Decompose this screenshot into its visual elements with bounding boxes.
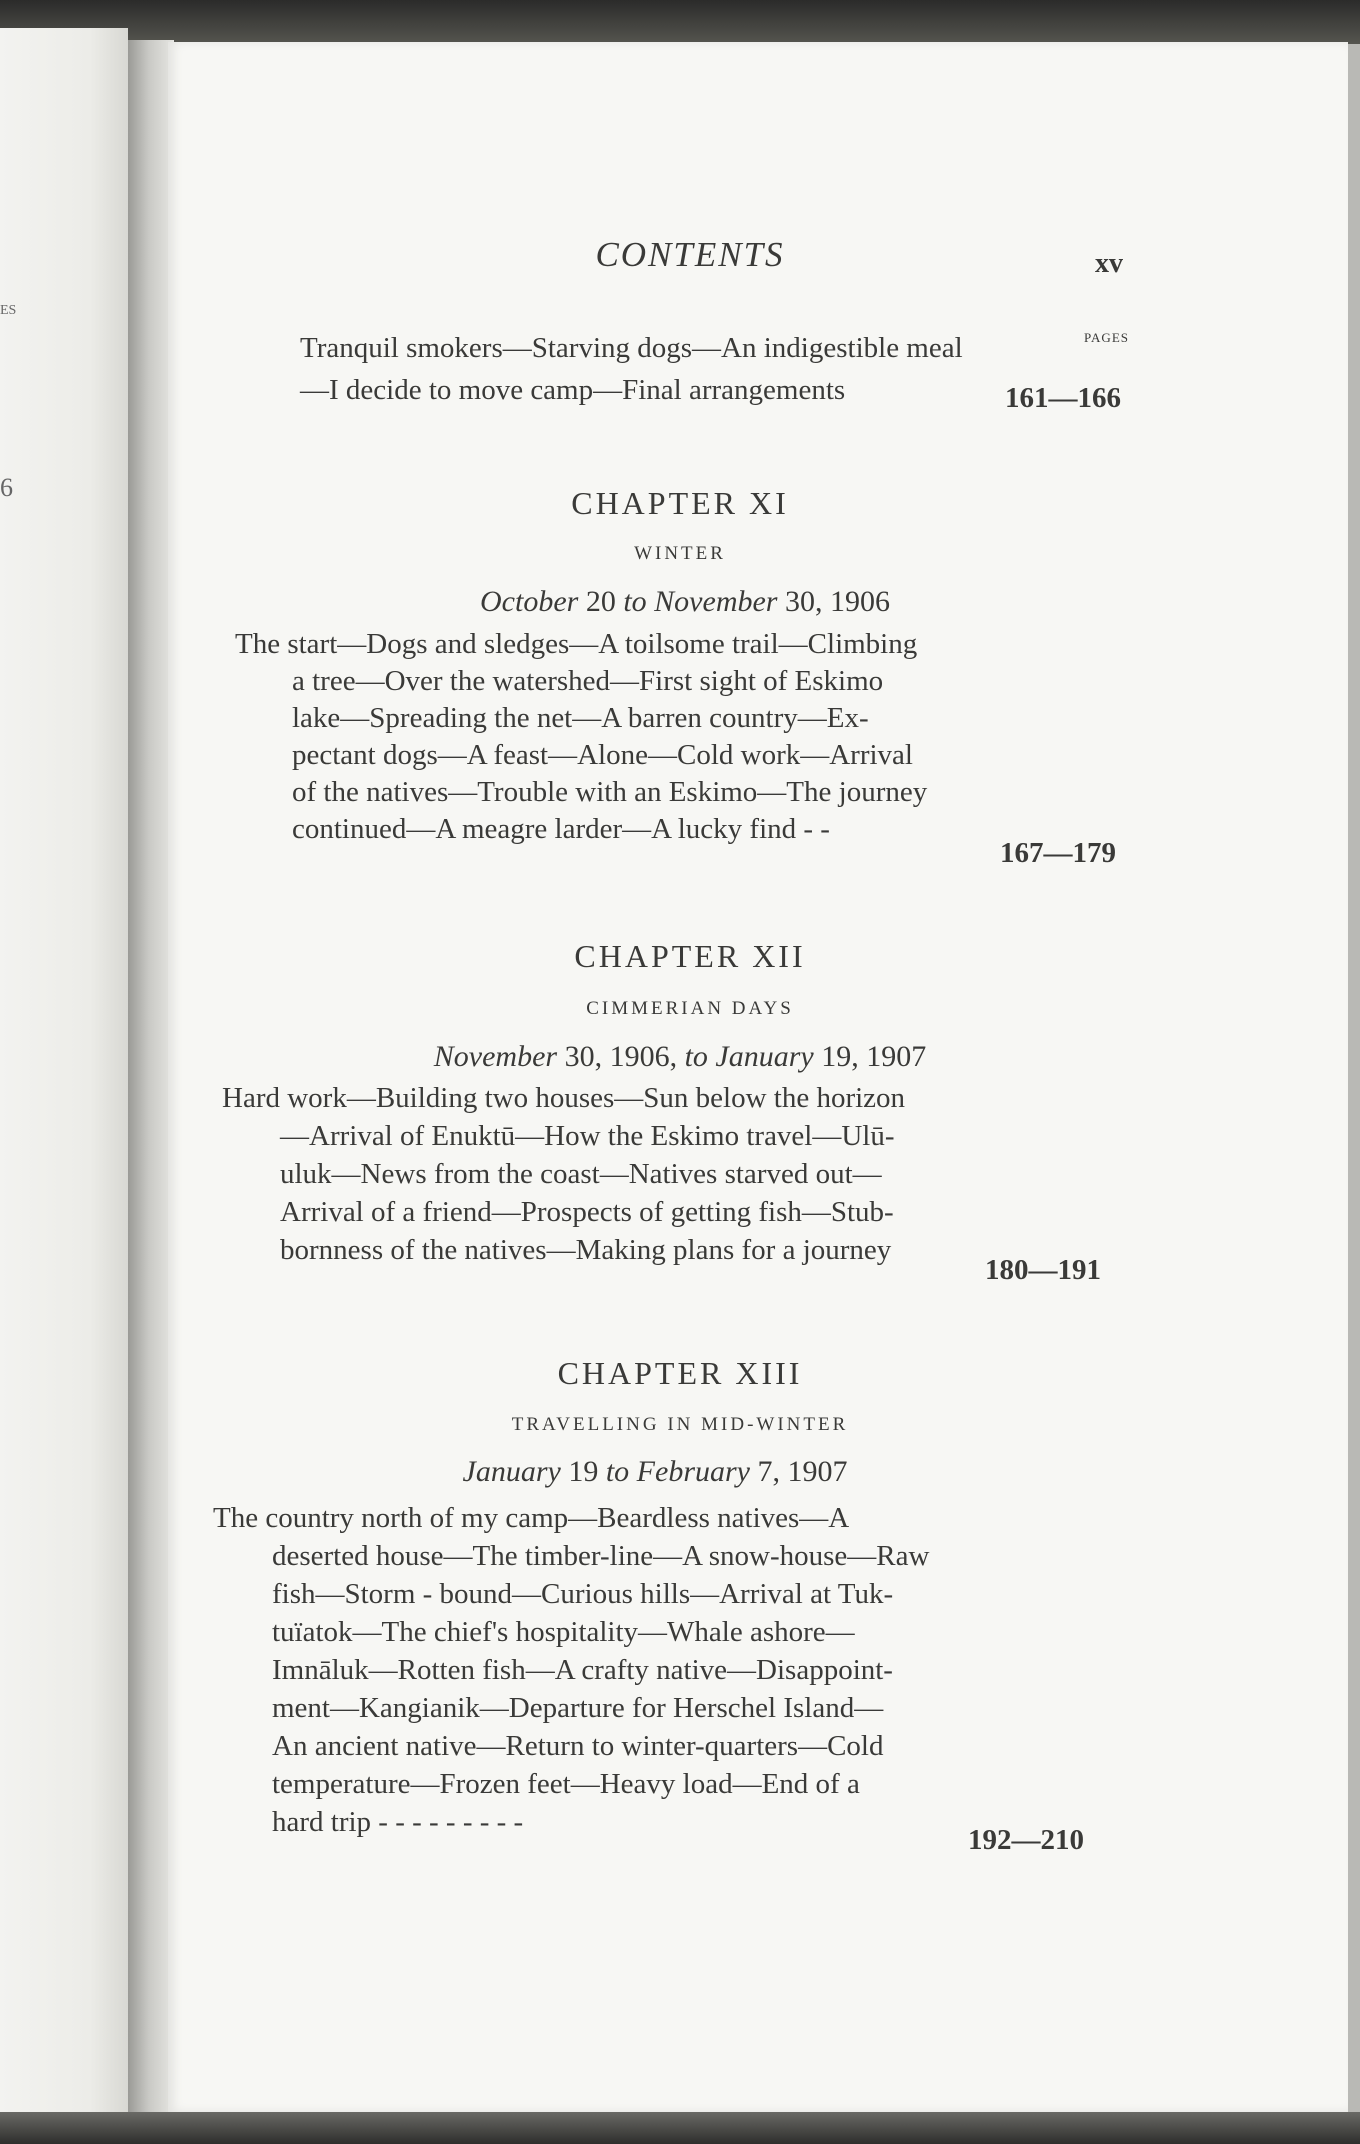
chapter-title: CHAPTER XIII (557, 1355, 803, 1391)
chapter-subtitle: CIMMERIAN DAYS (586, 998, 794, 1019)
entry-line: a tree—Over the watershed—First sight of Eskimo (292, 665, 884, 697)
entry-line: Tranquil smokers—Starving dogs—An indigestible meal (300, 332, 963, 364)
entry-line: bornness of the natives—Making plans for a journey (280, 1234, 892, 1266)
scan-top-shadow (0, 0, 1360, 44)
entry-line: hard trip - - - - - - - - - (272, 1806, 524, 1838)
entry-line: An ancient native—Return to winter-quarters—Cold (272, 1730, 884, 1762)
entry-line: fish—Storm - bound—Curious hills—Arrival at Tuk- (272, 1578, 894, 1610)
running-title: CONTENTS (595, 235, 785, 274)
entry-line: Hard work—Building two houses—Sun below the horizon (222, 1082, 906, 1114)
entry-line: —I decide to move camp—Final arrangements (300, 374, 846, 406)
entry-line: ment—Kangianik—Departure for Herschel Island— (272, 1692, 884, 1724)
chapter-date: November 30, 1906, to January 19, 1907 (433, 1040, 927, 1073)
page-range: 161—166 (1005, 382, 1121, 414)
left-page-edge (0, 28, 128, 2112)
entry-line: uluk—News from the coast—Natives starved out— (280, 1158, 882, 1190)
entry-line: continued—A meagre larder—A lucky find - - (292, 813, 830, 845)
entry-line: temperature—Frozen feet—Heavy load—End of a (272, 1768, 860, 1800)
entry-line: —Arrival of Enuktū—How the Eskimo travel—Ulū- (280, 1120, 895, 1152)
entry-line: lake—Spreading the net—A barren country—Ex- (292, 702, 869, 734)
pages-column-label: PAGES (1084, 330, 1129, 345)
page-range: 192—210 (968, 1824, 1084, 1856)
entry-line: The country north of my camp—Beardless natives—A (213, 1502, 850, 1534)
chapter-date: January 19 to February 7, 1907 (462, 1455, 848, 1488)
entry-line: tuïatok—The chief's hospitality—Whale ashore— (272, 1616, 855, 1648)
chapter-subtitle: WINTER (634, 543, 726, 564)
entry-line: of the natives—Trouble with an Eskimo—The journey (292, 776, 928, 808)
chapter-subtitle: TRAVELLING IN MID-WINTER (511, 1414, 849, 1435)
chapter-date: October 20 to November 30, 1906 (480, 585, 890, 618)
chapter-title: CHAPTER XII (574, 938, 806, 974)
scan-bottom-shadow (0, 2112, 1360, 2144)
chapter-title: CHAPTER XI (571, 485, 789, 521)
page-range: 167—179 (1000, 837, 1116, 869)
entry-line: The start—Dogs and sledges—A toilsome trail—Climbing (235, 628, 918, 660)
page-number: xv (1095, 248, 1123, 279)
entry-line: Arrival of a friend—Prospects of getting fish—Stub- (280, 1196, 894, 1228)
page-range: 180—191 (985, 1254, 1101, 1286)
entry-line: deserted house—The timber-line—A snow-house—Raw (272, 1540, 930, 1572)
entry-line: Imnāluk—Rotten fish—A crafty native—Disappoint- (272, 1654, 893, 1686)
entry-line: pectant dogs—A feast—Alone—Cold work—Arrival (292, 739, 913, 771)
left-edge-fragment: 6 (0, 473, 13, 502)
left-edge-fragment: ES (0, 303, 17, 318)
